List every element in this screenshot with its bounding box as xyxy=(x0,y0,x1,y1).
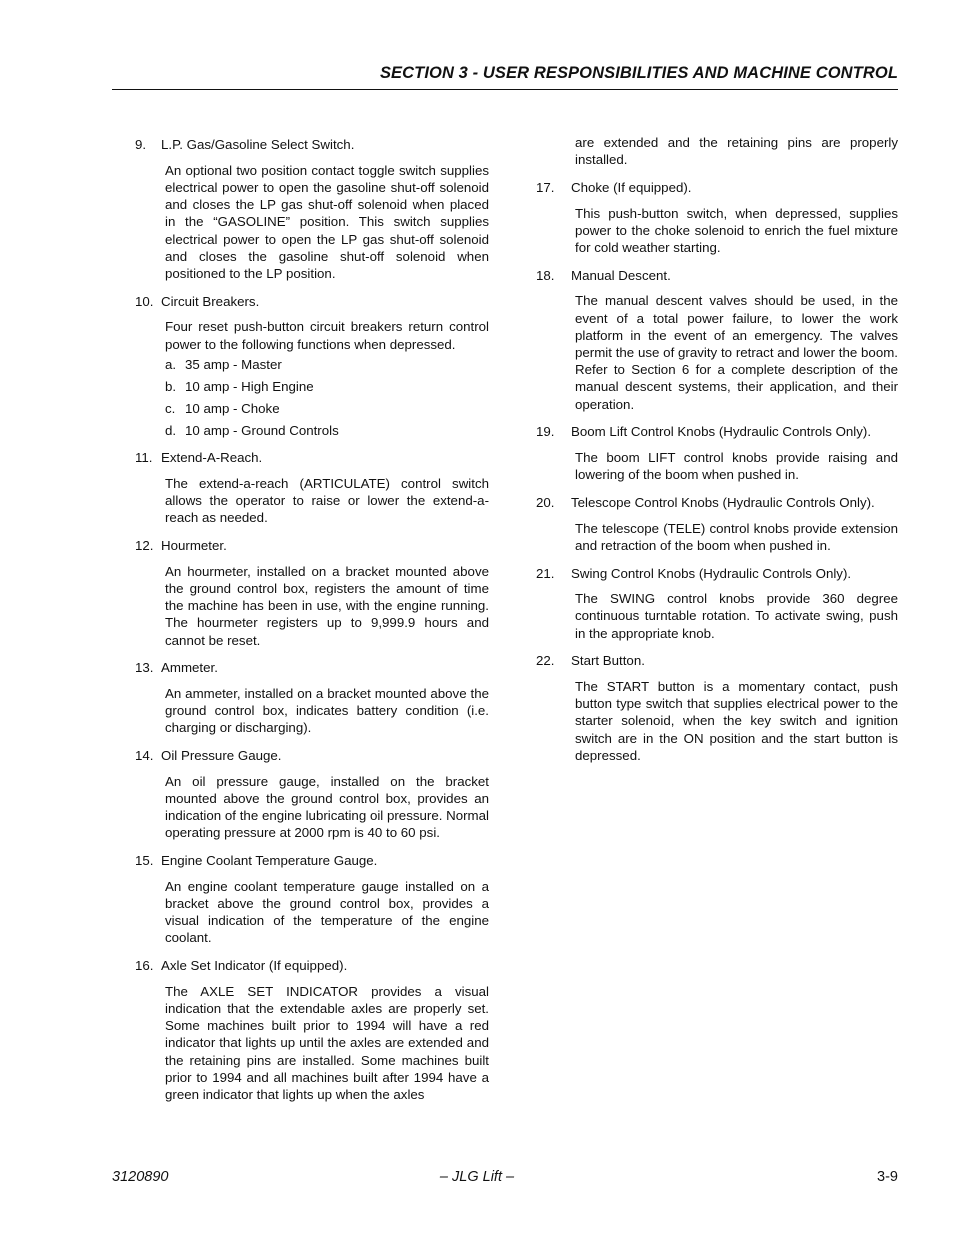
item-description: Four reset push-button circuit breakers return control power to the following functions when depressed. xyxy=(165,319,489,352)
footer-publisher: – JLG Lift – xyxy=(439,1169,515,1185)
header-rule xyxy=(112,89,898,90)
item-heading xyxy=(536,177,898,196)
item-title: L.P. Gas/Gasoline Select Switch. xyxy=(161,137,355,152)
item-heading xyxy=(126,955,489,974)
item-title: Engine Coolant Temperature Gauge. xyxy=(161,853,378,869)
item-heading xyxy=(536,492,898,511)
item-heading xyxy=(536,265,898,284)
item-description: The manual descent valves should be used, in the event of a total power failure, to lower the work platform in the event of an emergency. The valves permit the use of gravity to retract and lower the boom. Refer to Section 6 for a complete description of the manual descent systems, their application, and their operation. xyxy=(575,293,898,412)
right-items xyxy=(536,177,898,764)
item-title: Manual Descent. xyxy=(571,267,671,283)
item-number: 18. xyxy=(536,267,555,283)
sub-item-text: 10 amp - High Engine xyxy=(185,378,314,394)
item-number: 19. xyxy=(536,424,555,440)
sub-list-item xyxy=(165,422,489,439)
item-number: 15. xyxy=(135,853,154,869)
list-item xyxy=(536,265,898,413)
sub-item-text: 35 amp - Master xyxy=(185,356,282,372)
sub-item-letter: b. xyxy=(165,378,177,394)
item-title: Start Button. xyxy=(571,653,645,669)
item-heading xyxy=(126,447,489,466)
list-item xyxy=(536,563,898,642)
item-description: The telescope (TELE) control knobs provide extension and retraction of the boom when pushed in. xyxy=(575,520,898,553)
sub-list xyxy=(165,356,489,439)
item-number: 22. xyxy=(536,653,555,669)
item-description: An hourmeter, installed on a bracket mounted above the ground control box, registers the amount of time the machine has been in use, with the engine running. The hourmeter registers up to 9,999.9 hours and cannot be reset. xyxy=(165,563,489,648)
list-item xyxy=(126,745,489,842)
list-item xyxy=(126,291,489,439)
item-number: 20. xyxy=(536,494,555,510)
left-column xyxy=(126,134,489,1112)
sub-list-item xyxy=(165,400,489,417)
item-number: 16. xyxy=(135,958,154,974)
sub-item-letter: d. xyxy=(165,422,177,438)
item-description: The AXLE SET INDICATOR provides a visual indication that the extendable axles are properly set. Some machines built prior to 1994 will have a red indicator that lights up until the axles are extended and the retaining pins are installed. Some machines built prior to 1994 and all machines built after 1994 have a green indicator that lights up when the axles xyxy=(165,983,489,1103)
item-heading xyxy=(126,657,489,676)
document-number: 3120890 xyxy=(112,1169,169,1185)
item-title: Circuit Breakers. xyxy=(161,293,260,309)
item-number: 14. xyxy=(135,748,154,764)
item-description: An engine coolant temperature gauge installed on a bracket above the ground control box, provides a visual indication of the temperature of the engine coolant. xyxy=(165,878,489,946)
page-number: 3-9 xyxy=(877,1169,898,1185)
sub-item-letter: c. xyxy=(165,400,176,416)
item-number: 21. xyxy=(536,565,555,581)
item-description: The SWING control knobs provide 360 degree continuous turntable rotation. To activate swing, push in the appropriate knob. xyxy=(575,591,898,641)
item-number: 9. xyxy=(135,137,147,152)
sub-item-letter: a. xyxy=(165,356,177,372)
item-description: This push-button switch, when depressed, supplies power to the choke solenoid to enrich the fuel mixture for cold weather starting. xyxy=(575,205,898,256)
sub-item-text: 10 amp - Choke xyxy=(185,400,280,416)
list-item xyxy=(536,492,898,554)
sub-list-item xyxy=(165,356,489,373)
item-title: Boom Lift Control Knobs (Hydraulic Controls Only). xyxy=(571,424,872,440)
item-description: The extend-a-reach (ARTICULATE) control switch allows the operator to raise or lower the extend-a-reach as needed. xyxy=(165,475,489,526)
item-title: Oil Pressure Gauge. xyxy=(161,748,282,764)
item-description: The START button is a momentary contact, push button type switch that supplies electrical power to the starter solenoid, when the key switch and ignition switch are in the ON position and the start button is depressed. xyxy=(575,679,898,763)
item-title: Extend-A-Reach. xyxy=(161,450,263,466)
item-number: 13. xyxy=(135,660,154,676)
item-description: An ammeter, installed on a bracket mounted above the ground control box, indicates battery condition (i.e. charging or discharging). xyxy=(165,685,489,736)
item-description: An optional two position contact toggle switch supplies electrical power to open the gasoline shut-off solenoid and closes the LP gas shut-off solenoid when placed in the “GASOLINE” position. This switch supplies electrical power to open the LP gas shut-off solenoid and closes the gasoline shut-off solenoid when positioned to the LP position. xyxy=(165,162,489,281)
right-column xyxy=(536,134,898,773)
item-heading xyxy=(126,745,489,764)
item-heading xyxy=(126,535,489,554)
item-heading xyxy=(536,563,898,582)
list-item xyxy=(536,421,898,483)
item-number: 11. xyxy=(135,450,153,466)
item-heading xyxy=(536,421,898,440)
item-heading xyxy=(126,134,489,153)
list-item xyxy=(126,657,489,736)
list-item xyxy=(126,955,489,1103)
item-description: An oil pressure gauge, installed on the bracket mounted above the ground control box, provides an indication of the engine lubricating oil pressure. Normal operating pressure at 2000 rpm is 40 to 60 psi. xyxy=(165,773,489,841)
item-title: Axle Set Indicator (If equipped). xyxy=(161,958,348,974)
item-title: Choke (If equipped). xyxy=(571,179,692,195)
item-number: 17. xyxy=(536,179,555,195)
item-description: The boom LIFT control knobs provide raising and lowering of the boom when pushed in. xyxy=(575,450,898,483)
list-item xyxy=(536,650,898,764)
item-heading xyxy=(126,850,489,869)
item-heading xyxy=(126,291,489,310)
item-number: 10. xyxy=(135,293,154,309)
list-item xyxy=(126,447,489,526)
item-number: 12. xyxy=(135,538,154,554)
item-title: Ammeter. xyxy=(161,660,218,676)
sub-item-text: 10 amp - Ground Controls xyxy=(185,422,339,438)
list-item xyxy=(126,134,489,282)
continued-paragraph: are extended and the retaining pins are properly installed. xyxy=(575,135,898,168)
list-item xyxy=(536,177,898,256)
page-header-title: SECTION 3 - USER RESPONSIBILITIES AND MACHINE CONTROL xyxy=(379,64,898,82)
item-title: Telescope Control Knobs (Hydraulic Controls Only). xyxy=(571,494,875,510)
list-item xyxy=(126,535,489,649)
item-title: Hourmeter. xyxy=(161,538,227,554)
sub-list-item xyxy=(165,378,489,395)
list-item xyxy=(126,850,489,947)
item-heading xyxy=(536,650,898,669)
item-title: Swing Control Knobs (Hydraulic Controls Only). xyxy=(571,565,852,581)
